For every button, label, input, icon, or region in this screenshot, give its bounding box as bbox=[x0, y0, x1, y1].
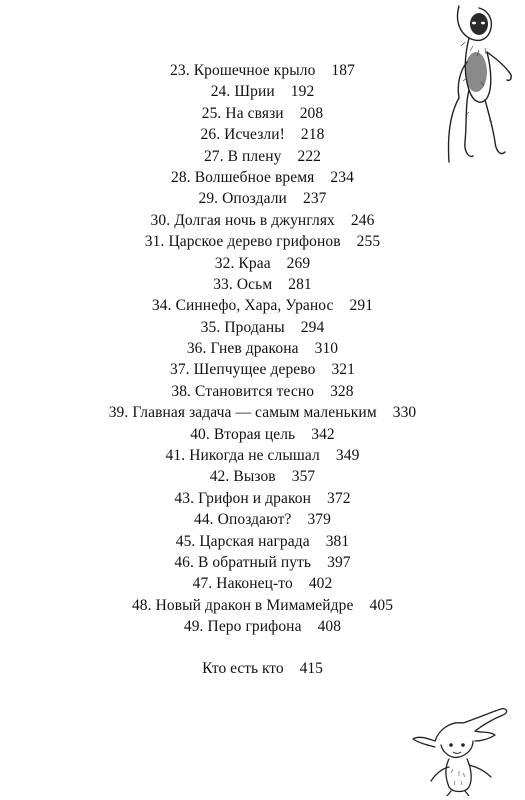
chapter-title: Вызов bbox=[233, 468, 276, 486]
chapter-number: 36. bbox=[186, 340, 207, 358]
toc-entry[interactable] bbox=[0, 253, 525, 274]
toc-entry[interactable] bbox=[0, 573, 525, 594]
chapter-number: 32. bbox=[214, 254, 235, 272]
chapter-number: 45. bbox=[175, 532, 196, 550]
toc-entry[interactable] bbox=[0, 338, 525, 359]
page-number: 397 bbox=[327, 553, 351, 571]
page-number: 222 bbox=[297, 147, 322, 165]
page-number: 408 bbox=[317, 618, 342, 636]
chapter-title: Главная задача — самым маленьким bbox=[132, 404, 377, 422]
page-number: 372 bbox=[327, 489, 351, 507]
chapter-number: 30. bbox=[150, 211, 171, 229]
chapter-title: Крошечное крыло bbox=[193, 62, 316, 79]
table-of-contents bbox=[0, 60, 525, 638]
toc-entry[interactable] bbox=[0, 616, 525, 637]
chapter-title: На связи bbox=[225, 104, 284, 122]
chapter-title: Опоздают? bbox=[217, 511, 292, 529]
chapter-title: В плену bbox=[227, 147, 282, 165]
chapter-title: Наконец-то bbox=[216, 575, 293, 593]
chapter-number: 23. bbox=[170, 62, 190, 79]
chapter-number: 31. bbox=[144, 233, 165, 251]
page-number: 237 bbox=[302, 190, 327, 208]
toc-entry[interactable] bbox=[0, 381, 525, 402]
chapter-title: Перо грифона bbox=[207, 618, 302, 636]
chapter-title: Грифон и дракон bbox=[198, 489, 312, 507]
toc-entry[interactable] bbox=[0, 210, 525, 231]
page-number: 255 bbox=[356, 233, 381, 251]
page-number: 321 bbox=[331, 361, 356, 379]
chapter-number: 29. bbox=[198, 190, 219, 208]
page-number: 330 bbox=[392, 404, 417, 422]
chapter-title: Опоздали bbox=[222, 190, 287, 208]
page-number: 291 bbox=[349, 297, 374, 315]
page-number: 402 bbox=[308, 575, 333, 593]
chapter-number: 35. bbox=[200, 318, 221, 336]
chapter-number: 43. bbox=[174, 489, 195, 507]
chapter-number: 27. bbox=[203, 147, 224, 165]
chapter-number: 47. bbox=[192, 575, 213, 593]
toc-entry[interactable] bbox=[0, 60, 525, 81]
chapter-title: В обратный путь bbox=[197, 553, 312, 571]
toc-entry[interactable] bbox=[0, 595, 525, 616]
toc-entry[interactable] bbox=[0, 509, 525, 530]
page-number: 187 bbox=[331, 62, 355, 79]
toc-entry[interactable] bbox=[0, 167, 525, 188]
chapter-title: Шрии bbox=[234, 83, 275, 101]
chapter-title: Шепчущее дерево bbox=[193, 361, 316, 379]
page-number: 246 bbox=[350, 211, 375, 229]
chapter-title: Осьм bbox=[236, 275, 273, 293]
page-number: 342 bbox=[311, 425, 335, 443]
page-number: 379 bbox=[307, 511, 331, 529]
page-number: 381 bbox=[325, 532, 350, 550]
chapter-number: 33. bbox=[213, 275, 233, 293]
page-number: 405 bbox=[369, 596, 394, 614]
chapter-number: 28. bbox=[171, 168, 191, 186]
elf-illustration bbox=[405, 701, 515, 796]
page-number: 294 bbox=[300, 318, 325, 336]
chapter-number: 24. bbox=[210, 83, 231, 101]
page-number: 208 bbox=[299, 104, 324, 122]
toc-entry[interactable] bbox=[0, 124, 525, 145]
toc-entry[interactable] bbox=[0, 188, 525, 209]
chapter-number: 38. bbox=[171, 382, 192, 400]
chapter-number: 41. bbox=[165, 447, 186, 465]
chapter-title: Краа bbox=[238, 254, 271, 272]
page-number: 357 bbox=[291, 468, 316, 486]
page-number: 192 bbox=[290, 83, 315, 101]
toc-entry[interactable] bbox=[0, 531, 525, 552]
toc-entry[interactable] bbox=[0, 466, 525, 487]
page-number: 234 bbox=[330, 168, 354, 186]
toc-entry[interactable] bbox=[0, 445, 525, 466]
chapter-title: Становится тесно bbox=[195, 382, 315, 400]
page-number: 415 bbox=[299, 660, 323, 677]
page-number: 328 bbox=[330, 382, 354, 400]
chapter-number: 46. bbox=[174, 553, 194, 571]
chapter-number: 25. bbox=[201, 104, 222, 122]
toc-entry[interactable] bbox=[0, 274, 525, 295]
chapter-number: 48. bbox=[131, 596, 152, 614]
toc-entry[interactable] bbox=[0, 81, 525, 102]
chapter-title: Никогда не слышал bbox=[189, 447, 320, 465]
who-is-who-title: Кто есть кто bbox=[202, 660, 284, 677]
chapter-number: 34. bbox=[151, 297, 172, 315]
toc-entry[interactable] bbox=[0, 317, 525, 338]
chapter-title: Проданы bbox=[224, 318, 285, 336]
toc-entry[interactable] bbox=[0, 231, 525, 252]
chapter-title: Исчезли! bbox=[224, 126, 285, 144]
chapter-title: Новый дракон в Мимамейдре bbox=[155, 596, 354, 614]
toc-entry[interactable] bbox=[0, 552, 525, 573]
chapter-title: Вторая цель bbox=[213, 425, 296, 443]
toc-entry[interactable] bbox=[0, 424, 525, 445]
page-number: 218 bbox=[300, 126, 325, 144]
chapter-number: 44. bbox=[193, 511, 214, 529]
toc-entry[interactable] bbox=[0, 359, 525, 380]
chapter-title: Гнев дракона bbox=[210, 340, 299, 358]
chapter-title: Синнефо, Хара, Уранос bbox=[175, 297, 334, 315]
toc-entry[interactable] bbox=[0, 103, 525, 124]
toc-entry[interactable] bbox=[0, 402, 525, 423]
chapter-number: 37. bbox=[169, 361, 190, 379]
page-number: 310 bbox=[314, 340, 339, 358]
chapter-number: 26. bbox=[200, 126, 221, 144]
page-number: 281 bbox=[288, 275, 312, 293]
chapter-number: 40. bbox=[190, 425, 210, 443]
chapter-number: 42. bbox=[209, 468, 230, 486]
toc-entry[interactable] bbox=[0, 295, 525, 316]
toc-entry[interactable] bbox=[0, 146, 525, 167]
chapter-title: Волшебное время bbox=[194, 168, 315, 186]
chapter-title: Царское дерево грифонов bbox=[168, 233, 341, 251]
who-is-who-entry[interactable] bbox=[0, 660, 525, 678]
chapter-title: Царская награда bbox=[199, 532, 310, 550]
toc-entry[interactable] bbox=[0, 488, 525, 509]
chapter-number: 49. bbox=[183, 618, 204, 636]
chapter-number: 39. bbox=[108, 404, 129, 422]
chapter-title: Долгая ночь в джунглях bbox=[174, 211, 335, 229]
page-number: 349 bbox=[335, 447, 360, 465]
page-number: 269 bbox=[286, 254, 311, 272]
